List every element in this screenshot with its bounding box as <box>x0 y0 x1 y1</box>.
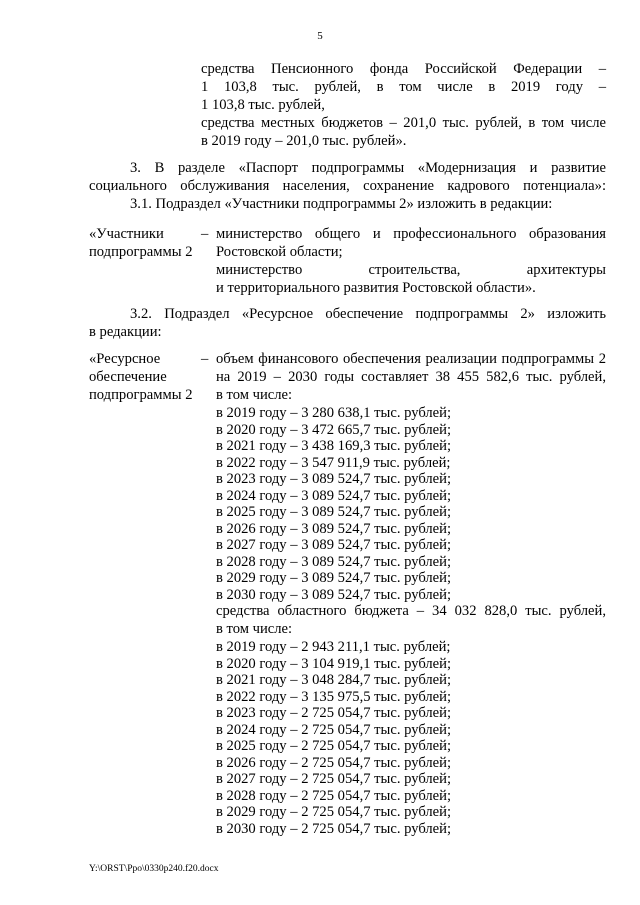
regional-year-line-1: в 2020 году – 3 104 919,1 тыс. рублей; <box>216 655 452 672</box>
total-year-line-5: в 2024 году – 3 089 524,7 тыс. рублей; <box>216 487 452 504</box>
section32-line-1: 3.2. Подраздел «Ресурсное обеспечение подпрограммы 2» изложить <box>130 306 606 322</box>
regional-year-line-2: в 2021 году – 3 048 284,7 тыс. рублей; <box>216 672 452 688</box>
total-year-line-6: в 2025 году – 3 089 524,7 тыс. рублей; <box>216 504 452 520</box>
resources-intro-3: в том числе: <box>216 387 293 403</box>
total-year-line-8: в 2027 году – 3 089 524,7 тыс. рублей; <box>216 537 452 553</box>
top-line-3: 1 103,8 тыс. рублей, <box>201 97 325 113</box>
resources-label-1: «Ресурсное <box>89 351 161 367</box>
regional-year-line-10: в 2029 году – 2 725 054,7 тыс. рублей; <box>216 804 452 820</box>
regional-year-line-8: в 2027 году – 2 725 054,7 тыс. рублей; <box>216 771 452 787</box>
regional-budget-line-2: в том числе: <box>216 621 293 637</box>
total-year-line-11: в 2030 году – 3 089 524,7 тыс. рублей; <box>216 586 452 603</box>
resources-intro-1: объем финансового обеспечения реализации подпрограммы 2 <box>216 351 606 367</box>
regional-budget-line-1: средства областного бюджета – 34 032 828,0 тыс. рублей, <box>216 603 606 619</box>
regional-year-line-5: в 2024 году – 2 725 054,7 тыс. рублей; <box>216 721 452 738</box>
total-year-line-9: в 2028 году – 3 089 524,7 тыс. рублей; <box>216 553 452 570</box>
total-year-line-7: в 2026 году – 3 089 524,7 тыс. рублей; <box>216 520 452 537</box>
participants-label-1: «Участники <box>89 226 164 242</box>
participants-label-2: подпрограммы 2 <box>89 244 193 260</box>
participants-value-2: Ростовской области; <box>216 244 343 260</box>
participants-value-3: министерство строительства, архитектуры <box>216 262 606 278</box>
regional-year-line-7: в 2026 году – 2 725 054,7 тыс. рублей; <box>216 754 452 771</box>
resources-dash: – <box>201 351 209 367</box>
regional-year-line-6: в 2025 году – 2 725 054,7 тыс. рублей; <box>216 738 452 754</box>
total-year-line-3: в 2022 году – 3 547 911,9 тыс. рублей; <box>216 454 451 471</box>
regional-year-line-0: в 2019 году – 2 943 211,1 тыс. рублей; <box>216 639 451 655</box>
resources-intro-2: на 2019 – 2030 годы составляет 38 455 582,6 тыс. рублей, <box>216 369 606 385</box>
section3-line-1: 3. В разделе «Паспорт подпрограммы «Модернизация и развитие <box>130 160 606 176</box>
file-path-footer: Y:\ORST\Ppo\0330p240.f20.docx <box>89 864 219 874</box>
participants-value-1: министерство общего и профессионального образования <box>216 226 606 242</box>
section3-line-2: социального обслуживания населения, сохранение кадрового потенциала»: <box>89 178 606 194</box>
regional-year-line-4: в 2023 году – 2 725 054,7 тыс. рублей; <box>216 705 452 721</box>
resources-label-3: подпрограммы 2 <box>89 387 193 403</box>
section32-line-2: в редакции: <box>89 324 162 340</box>
participants-dash: – <box>201 226 209 242</box>
total-year-line-1: в 2020 году – 3 472 665,7 тыс. рублей; <box>216 421 452 438</box>
resources-label-2: обеспечение <box>89 369 167 385</box>
total-year-line-2: в 2021 году – 3 438 169,3 тыс. рублей; <box>216 438 452 454</box>
top-line-2: 1 103,8 тыс. рублей, в том числе в 2019 году – <box>201 79 606 95</box>
top-line-5: в 2019 году – 201,0 тыс. рублей». <box>201 133 407 149</box>
regional-year-line-11: в 2030 году – 2 725 054,7 тыс. рублей; <box>216 820 452 837</box>
page-number: 5 <box>317 30 323 42</box>
section31-heading: 3.1. Подраздел «Участники подпрограммы 2» изложить в редакции: <box>130 196 553 212</box>
regional-year-line-3: в 2022 году – 3 135 975,5 тыс. рублей; <box>216 688 452 705</box>
participants-value-4: и территориального развития Ростовской области». <box>216 280 536 296</box>
regional-year-line-9: в 2028 году – 2 725 054,7 тыс. рублей; <box>216 787 452 804</box>
total-year-line-0: в 2019 году – 3 280 638,1 тыс. рублей; <box>216 405 452 421</box>
top-line-4: средства местных бюджетов – 201,0 тыс. рублей, в том числе <box>201 115 606 131</box>
total-year-line-10: в 2029 году – 3 089 524,7 тыс. рублей; <box>216 570 452 586</box>
top-line-1: средства Пенсионного фонда Российской Федерации – <box>201 61 606 77</box>
total-year-line-4: в 2023 году – 3 089 524,7 тыс. рублей; <box>216 471 452 487</box>
